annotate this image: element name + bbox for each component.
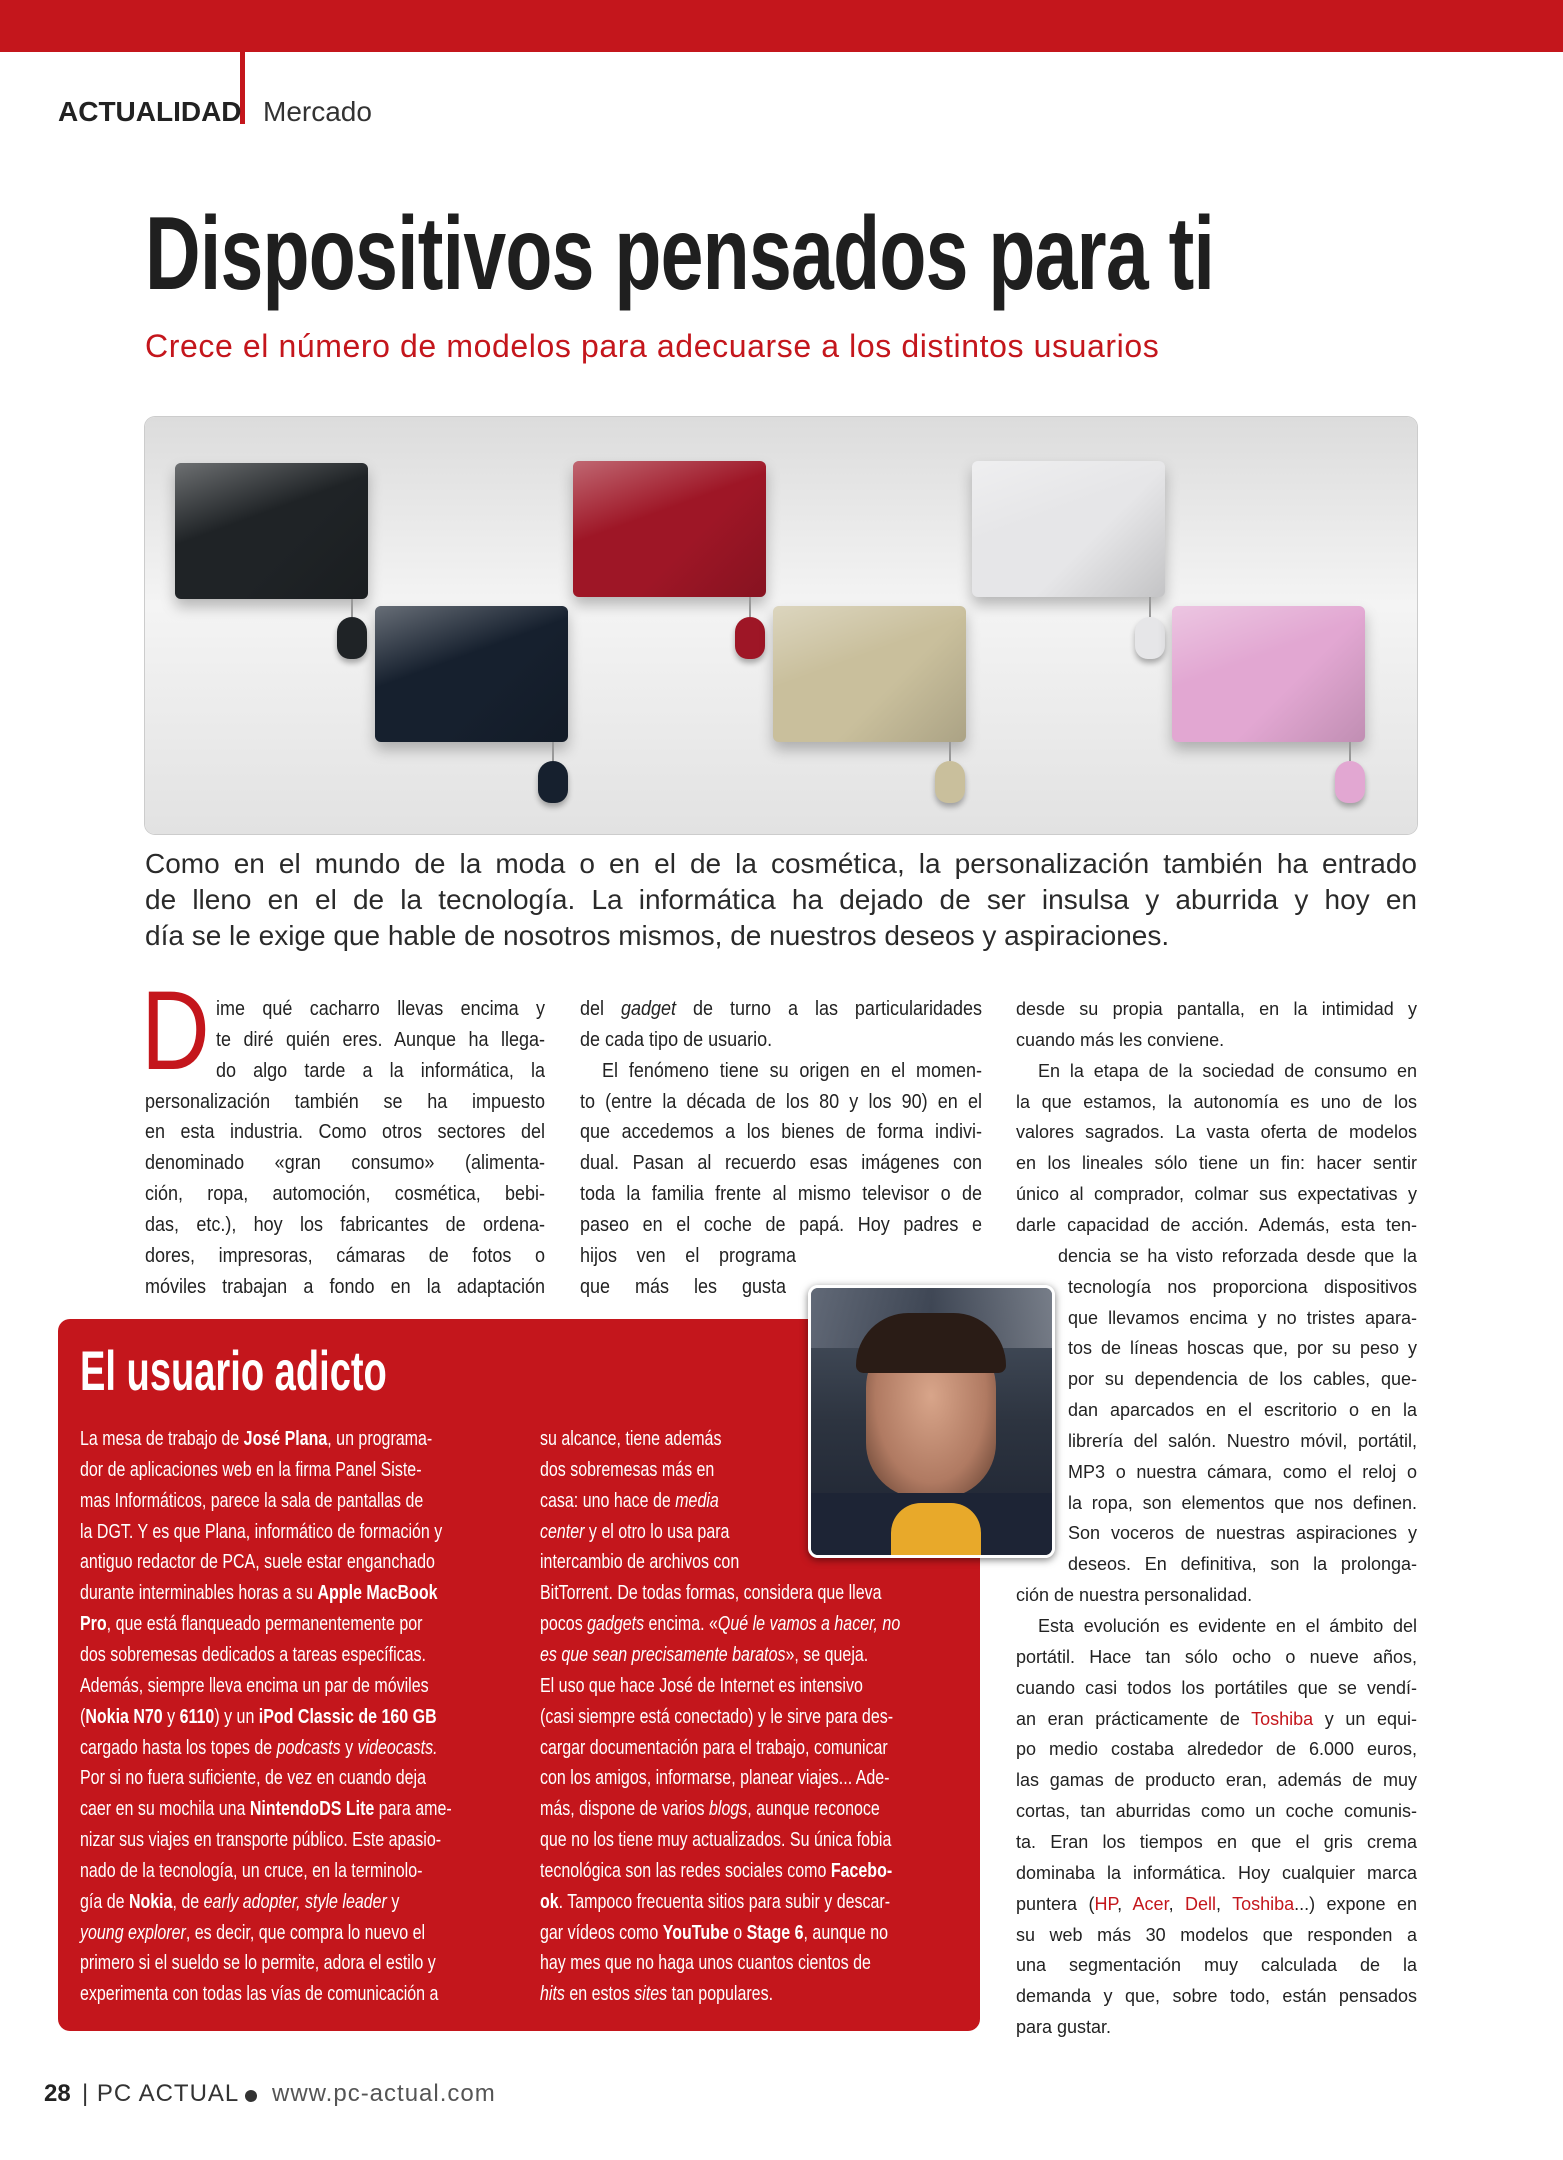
text-line: cuando casi todos los portátiles que se vendí- (1016, 1677, 1417, 1698)
text-line: hay mes que no haga unos cuantos cientos de (540, 1952, 871, 1975)
text-line: que no los tiene muy actualizados. Su única fobia (540, 1829, 892, 1852)
text-line: dencia se ha visto reforzada desde que la (1058, 1245, 1417, 1266)
laptop-black (175, 463, 368, 599)
text-line: cortas, tan aburridas como un coche comunis- (1016, 1801, 1417, 1822)
mouse-icon (1335, 761, 1365, 803)
mouse-cord (749, 597, 751, 617)
text-line: la ropa, son elementos que nos definen. (1068, 1492, 1417, 1513)
mouse-cord (351, 599, 353, 617)
bold-text: YouTube (662, 1921, 729, 1944)
text-line: las gamas de producto eran, además de muy (1016, 1770, 1417, 1791)
bold-text: iPod Classic de 160 GB (258, 1705, 437, 1728)
text-line: la que estamos, la autonomía es uno de los (1016, 1091, 1417, 1112)
italic-text: gadget (620, 998, 677, 1020)
mouse-icon (1135, 617, 1165, 659)
text-line: La mesa de trabajo de José Plana, un programa- (80, 1428, 433, 1450)
text-line: nado de la tecnología, un cruce, en la terminolo- (80, 1859, 423, 1882)
text-line: en esta industria. Como otros sectores del (145, 1121, 545, 1144)
italic-text: gadgets (587, 1613, 645, 1636)
text-line: to (entre la década de los 80 y los 90) en el (580, 1090, 982, 1113)
text-line: móviles trabajan a fondo en la adaptación (145, 1275, 545, 1298)
italic-text: Qué le vamos a hacer, no (717, 1613, 901, 1636)
text-line: personalización también se ha impuesto (145, 1090, 545, 1113)
magazine-url[interactable]: www.pc-actual.com (272, 2080, 496, 2107)
text-line: mas Informáticos, parece la sala de pantallas de (80, 1489, 424, 1512)
text-line: tos de líneas hoscas que, por su peso y (1068, 1338, 1417, 1359)
text-line: ta. Eran los tiempos en que el gris crema (1016, 1831, 1417, 1852)
text-line: cargado hasta los topes de podcasts y videocasts. (80, 1736, 438, 1759)
bold-text: 6110 (179, 1705, 215, 1728)
text-line: El uso que hace José de Internet es intensivo (540, 1674, 863, 1697)
italic-text: videocasts. (357, 1736, 438, 1759)
lead-line: Como en el mundo de la moda o en el de la cosmética, la personalización también ha entrado (145, 848, 1417, 879)
text-line: Esta evolución es evidente en el ámbito del (1038, 1616, 1417, 1636)
text-line: es que sean precisamente baratos», se queja. (540, 1643, 869, 1666)
mouse-cord (949, 742, 951, 761)
text-line: El fenómeno tiene su origen en el momen- (602, 1059, 982, 1082)
italic-text: podcasts (276, 1736, 341, 1759)
text-line: das, etc.), hoy los fabricantes de ordena- (145, 1213, 545, 1236)
text-line: ok. Tampoco frecuenta sitios para subir y descar- (540, 1890, 891, 1913)
text-line: dos sobremesas dedicados a tareas específicas. (80, 1643, 426, 1666)
lead-line: de lleno en el de la tecnología. La informática ha dejado de ser insulsa y aburrida y hoy en (145, 884, 1417, 915)
text-line: MP3 o nuestra cámara, como el reloj o (1068, 1461, 1417, 1482)
text-line: (casi siempre está conectado) y le sirve para des- (540, 1705, 894, 1728)
bold-text: Nokia N70 (85, 1705, 163, 1728)
text-line: center y el otro lo usa para (540, 1520, 730, 1543)
text-line: en los lineales sólo tiene un fin: hacer sentir (1016, 1153, 1417, 1174)
brand-link[interactable]: Toshiba (1232, 1893, 1295, 1914)
text-line: ime qué cacharro llevas encima y (216, 998, 545, 1020)
text-line: Además, siempre lleva encima un par de móviles (80, 1674, 429, 1697)
italic-text: es que sean precisamente baratos (540, 1643, 786, 1666)
text-line: te diré quién eres. Aunque ha llega- (216, 1028, 545, 1051)
sidebar-title: El usuario adicto (80, 1339, 387, 1402)
text-line: gar vídeos como YouTube o Stage 6, aunque no (540, 1921, 889, 1944)
text-line: con los amigos, informarse, planear viajes... Ade- (540, 1767, 890, 1790)
laptop-red (573, 461, 766, 597)
section-label: ACTUALIDAD (58, 96, 242, 127)
text-line: una segmentación muy calculada de la (1016, 1955, 1417, 1976)
laptop-white (972, 461, 1165, 597)
text-line: dores, impresoras, cámaras de fotos o (145, 1244, 545, 1267)
bold-text: Apple MacBook (317, 1582, 438, 1605)
text-line: En la etapa de la sociedad de consumo en (1038, 1060, 1417, 1081)
bold-text: Facebo- (830, 1859, 893, 1882)
text-line: tecnología nos proporciona dispositivos (1068, 1276, 1417, 1297)
text-line: darle capacidad de acción. Además, esta ten- (1016, 1214, 1417, 1235)
text-line: hijos ven el programa (580, 1244, 796, 1267)
text-line: librería del salón. Nuestro móvil, portátil, (1068, 1430, 1417, 1451)
text-line: Pro, que está flanqueado permanentemente por (80, 1613, 423, 1636)
text-line: ción de nuestra personalidad. (1016, 1585, 1253, 1606)
bold-text: NintendoDS Lite (249, 1798, 375, 1821)
text-line: dominaba la informática. Hoy cualquier marca (1016, 1862, 1417, 1883)
bullet-icon (245, 2090, 257, 2102)
text-line: dor de aplicaciones web en la firma Panel Siste- (80, 1458, 422, 1481)
text-line: por su dependencia de los cables, que- (1068, 1369, 1417, 1390)
text-line: po medio costaba alrededor de 6.000 euros, (1016, 1739, 1417, 1760)
bold-text: Nokia (128, 1890, 173, 1913)
text-line: cargar documentación para el trabajo, comunicar (540, 1736, 888, 1759)
text-line: puntera (HP, Acer, Dell, Toshiba...) expone en (1016, 1893, 1417, 1914)
text-line: paseo en el coche de papá. Hoy padres e (580, 1213, 982, 1236)
text-line: nizar sus viajes en transporte público. Este apasio- (80, 1829, 442, 1852)
article-subtitle: Crece el número de modelos para adecuarse a los distintos usuarios (145, 328, 1160, 364)
text-line: denominado «gran consumo» (alimenta- (145, 1152, 545, 1175)
text-line: do algo tarde a la informática, la (216, 1059, 545, 1082)
text-line: valores sagrados. La vasta oferta de modelos (1016, 1122, 1417, 1143)
italic-text: early adopter, style leader (203, 1890, 387, 1913)
text-line: ción, ropa, automoción, cosmética, bebi- (145, 1183, 545, 1206)
text-line: toda la familia frente al mismo televisor o de (580, 1183, 982, 1206)
text-line: (Nokia N70 y 6110) y un iPod Classic de 160 GB (80, 1705, 437, 1728)
subsection-label: Mercado (263, 96, 372, 127)
laptop-pink (1172, 606, 1365, 742)
mouse-icon (935, 761, 965, 803)
text-line: para gustar. (1016, 2017, 1112, 2038)
text-line: del gadget de turno a las particularidades (580, 998, 983, 1020)
text-line: casa: uno hace de media (540, 1489, 719, 1512)
text-line: experimenta con todas las vías de comunicación a (80, 1983, 439, 2006)
text-line: dan aparcados en el escritorio o en la (1068, 1400, 1417, 1421)
text-line: que accedemos a los bienes de forma indivi- (580, 1121, 982, 1144)
mouse-cord (1349, 742, 1351, 761)
bold-text: Stage 6 (746, 1921, 804, 1944)
brand-link[interactable]: Acer (1132, 1893, 1169, 1914)
text-line: durante interminables horas a su Apple MacBook (80, 1582, 438, 1605)
text-line: pocos gadgets encima. «Qué le vamos a hacer, no (540, 1613, 901, 1636)
text-line: desde su propia pantalla, en la intimidad y (1016, 999, 1417, 1019)
bold-text: ok (540, 1890, 559, 1913)
text-line: dual. Pasan al recuerdo esas imágenes con (580, 1152, 982, 1175)
text-line: que más les gusta (580, 1275, 786, 1298)
italic-text: sites (634, 1983, 668, 2006)
mouse-icon (337, 617, 367, 659)
brand-link[interactable]: Dell (1184, 1893, 1216, 1914)
mouse-cord (1149, 597, 1151, 617)
brand-link[interactable]: Toshiba (1251, 1708, 1314, 1729)
italic-text: hits (540, 1983, 565, 2006)
top-color-bar (0, 0, 1563, 52)
article-title: Dispositivos pensados para ti (145, 196, 1215, 312)
text-line: young explorer, es decir, que compra lo nuevo el (80, 1921, 426, 1944)
bold-text: Pro (80, 1613, 107, 1636)
text-line: demanda y que, sobre todo, están pensados (1016, 1986, 1417, 2007)
italic-text: blogs (708, 1798, 748, 1821)
text-line: antiguo redactor de PCA, suele estar enganchado (80, 1551, 435, 1574)
bold-text: José Plana (243, 1428, 328, 1450)
laptop-gold (773, 606, 966, 742)
lead-line: día se le exige que hable de nosotros mismos, de nuestros deseos y aspiraciones. (145, 920, 1170, 951)
text-line: Son voceros de nuestras aspiraciones y (1068, 1523, 1417, 1544)
text-line: gía de Nokia, de early adopter, style leader y (80, 1890, 400, 1913)
text-line: de cada tipo de usuario. (580, 1028, 773, 1051)
text-line: su web más 30 modelos que responden a (1016, 1924, 1417, 1945)
text-line: portátil. Hace tan sólo ocho o nueve años, (1016, 1646, 1417, 1667)
drop-cap: D (141, 968, 210, 1093)
text-line: deseos. En definitiva, son la prolonga- (1068, 1554, 1417, 1575)
text-line: dos sobremesas más en (540, 1458, 715, 1481)
text-line: BitTorrent. De todas formas, considera que lleva (540, 1582, 882, 1605)
brand-link[interactable]: HP (1094, 1893, 1118, 1914)
text-line: la DGT. Y es que Plana, informático de formación y (80, 1520, 443, 1543)
mouse-cord (552, 742, 554, 761)
laptops-photo (145, 417, 1417, 834)
mouse-icon (538, 761, 568, 803)
portrait-photo (808, 1285, 1055, 1558)
text-line: primero si el sueldo se lo permite, adora el estilo y (80, 1952, 436, 1975)
page-number: 28 (44, 2080, 71, 2107)
text-line: tecnológica son las redes sociales como Facebo- (540, 1859, 893, 1882)
text-line: Por si no fuera suficiente, de vez en cuando deja (80, 1767, 426, 1790)
laptop-navy (375, 606, 568, 742)
text-line: que llevamos encima y no tristes apara- (1068, 1307, 1417, 1328)
text-line: an eran prácticamente de Toshiba y un equi- (1016, 1708, 1417, 1729)
text-line: intercambio de archivos con (540, 1551, 740, 1574)
italic-text: center (540, 1520, 585, 1543)
text-line: hits en estos sites tan populares. (540, 1983, 774, 2006)
text-line: más, dispone de varios blogs, aunque reconoce (540, 1798, 880, 1821)
text-line: su alcance, tiene además (540, 1428, 722, 1450)
text-line: caer en su mochila una NintendoDS Lite para ame- (80, 1798, 452, 1821)
text-line: único al comprador, colmar sus expectativas y (1016, 1184, 1417, 1205)
italic-text: media (675, 1489, 719, 1512)
text-line: cuando más les conviene. (1016, 1029, 1225, 1050)
mouse-icon (735, 617, 765, 659)
italic-text: young explorer (80, 1921, 186, 1944)
magazine-name: | PC ACTUAL (82, 2080, 240, 2107)
